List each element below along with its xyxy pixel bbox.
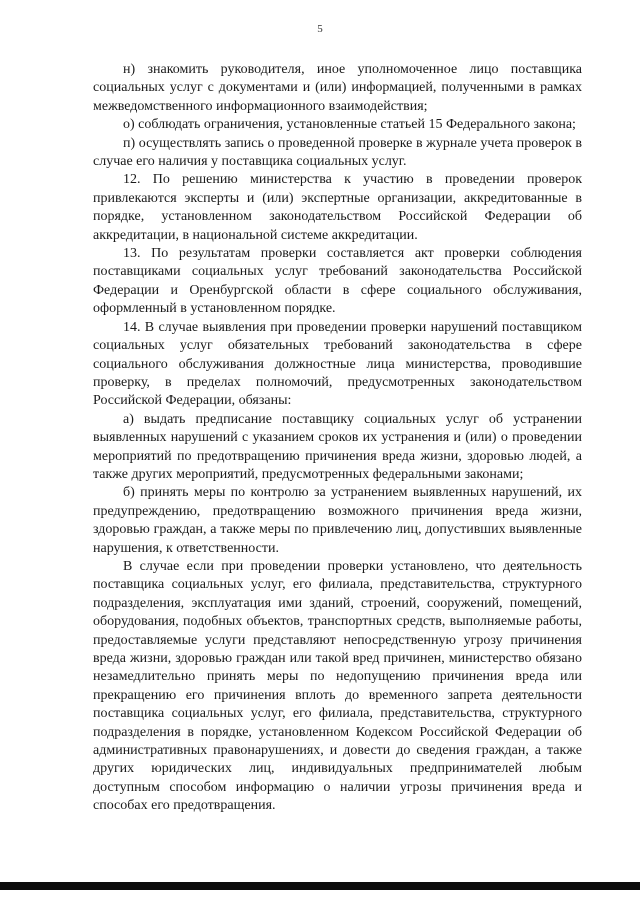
- scan-bottom-edge: [0, 882, 640, 890]
- paragraph-clause-13: 13. По результатам проверки составляется акт проверки соблюдения поставщиками социальных услуг требований законодательства Российской Федерации и Оренбургской области в сфере социального обслуживания, оформленный в установленном порядке.: [93, 246, 582, 317]
- paragraph-clause-12: 12. По решению министерства к участию в проведении проверок привлекаются эксперты и (или) экспертные организации, аккредитованные в порядке, установленном законодательством Российской Федерации об аккредитации, в национальной системе аккредитации.: [93, 172, 582, 243]
- paragraph-item-b: б) принять меры по контролю за устранением выявленных нарушений, их предупреждению, предотвращению возможного причинения вреда жизни, здоровью граждан, а также меры по привлечению лиц, допустивших выявленные нарушения, к ответственности.: [93, 485, 582, 556]
- paragraph-clause-14: 14. В случае выявления при проведении проверки нарушений поставщиком социальных услуг обязательных требований законодательства в сфере социального обслуживания должностные лица министерства, проводившие проверку, в пределах полномочий, предусмотренных законодательством Российской Федерации, обязаны:: [93, 319, 582, 409]
- page-number: 5: [317, 23, 323, 35]
- paragraph-item-a: а) выдать предписание поставщику социальных услуг об устранении выявленных нарушений с указанием сроков их устранения и (или) о проведении мероприятий по предотвращению причинения вреда жизни, здоровью людей, а также других мероприятий, предусмотренных федеральными законами;: [93, 411, 582, 482]
- paragraph-item-n: н) знакомить руководителя, иное уполномоченное лицо поставщика социальных услуг с документами и (или) информацией, полученными в рамках межведомственного информационного взаимодействия;: [93, 62, 582, 114]
- document-body: [93, 61, 582, 816]
- paragraph-item-o: о) соблюдать ограничения, установленные статьей 15 Федерального закона;: [123, 117, 576, 133]
- paragraph-item-p: п) осуществлять запись о проведенной проверке в журнале учета проверок в случае его наличия у поставщика социальных услуг.: [93, 135, 582, 170]
- paragraph-threat-case: В случае если при проведении проверки установлено, что деятельность поставщика социальных услуг, его филиала, представительства, структурного подразделения, эксплуатация ими зданий, строений, сооружений, помещений, оборудования, подобных объектов, транспортных средств, выполняемые работы, предоставляемые услуги представляют непосредственную угрозу причинения вреда жизни, здоровью граждан или такой вред причинен, министерство обязано незамедлительно принять меры по недопущению причинения вреда или прекращению его причинения вплоть до временного запрета деятельности поставщика социальных услуг, его филиала, представительства, структурного подразделения в порядке, установленном Кодексом Российской Федерации об административных правонарушениях, и довести до сведения граждан, а также других юридических лиц, индивидуальных предпринимателей любым доступным способом информацию о наличии угрозы причинения вреда и способах его предотвращения.: [93, 558, 582, 814]
